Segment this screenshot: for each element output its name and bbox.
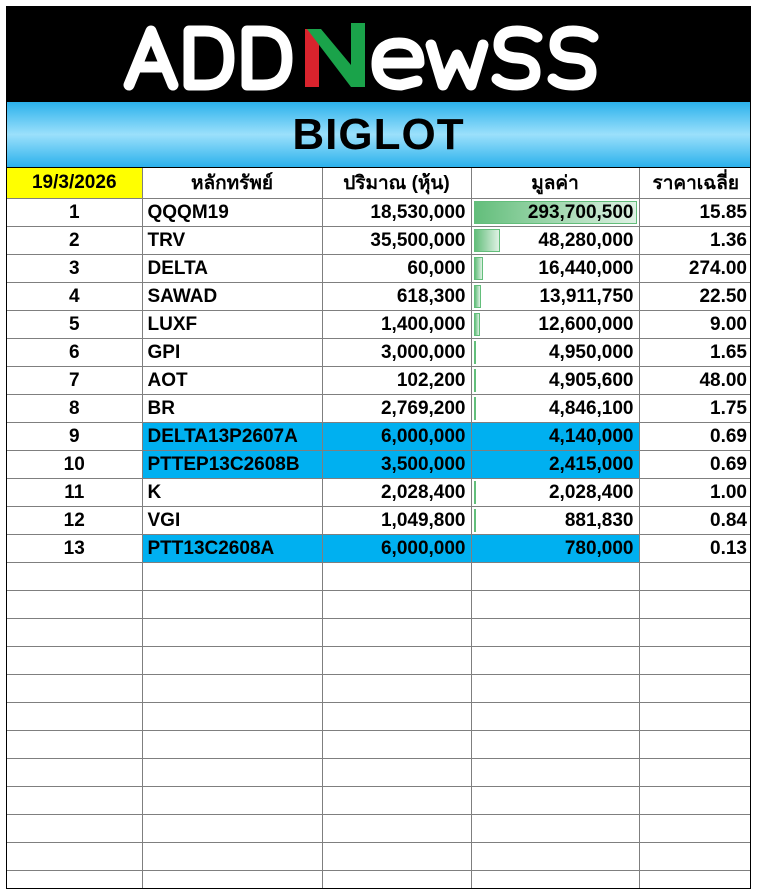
value-data-bar	[474, 369, 477, 392]
empty-cell[interactable]	[322, 759, 471, 787]
row-number-cell: 9	[7, 423, 142, 451]
empty-cell[interactable]	[142, 619, 322, 647]
row-number-cell: 2	[7, 227, 142, 255]
table-row[interactable]	[7, 367, 751, 395]
value-cell	[471, 311, 639, 339]
header-row	[7, 168, 751, 199]
table-row[interactable]	[7, 451, 751, 479]
value-text: 2,028,400	[548, 481, 634, 503]
empty-cell[interactable]	[142, 787, 322, 815]
empty-cell[interactable]	[471, 675, 639, 703]
empty-cell[interactable]	[322, 871, 471, 890]
empty-cell[interactable]	[639, 563, 751, 591]
empty-cell[interactable]	[7, 759, 142, 787]
value-text: 4,140,000	[548, 425, 634, 447]
addnewss-logo	[119, 15, 639, 95]
row-number-cell: 12	[7, 507, 142, 535]
spreadsheet	[6, 6, 751, 889]
symbol-cell: PTT13C2608A	[142, 535, 322, 563]
empty-cell[interactable]	[471, 815, 639, 843]
empty-cell[interactable]	[471, 591, 639, 619]
table-row[interactable]	[7, 283, 751, 311]
empty-cell[interactable]	[142, 591, 322, 619]
symbol-cell: AOT	[142, 367, 322, 395]
symbol-cell: GPI	[142, 339, 322, 367]
avg-price-cell: 9.00	[639, 311, 751, 339]
empty-cell[interactable]	[7, 787, 142, 815]
empty-cell[interactable]	[142, 675, 322, 703]
symbol-cell: QQQM19	[142, 199, 322, 227]
empty-row	[7, 703, 751, 731]
empty-cell[interactable]	[142, 563, 322, 591]
page-title: BIGLOT	[292, 109, 465, 159]
row-number-cell: 8	[7, 395, 142, 423]
symbol-cell: VGI	[142, 507, 322, 535]
avg-price-cell: 1.75	[639, 395, 751, 423]
table-row[interactable]	[7, 311, 751, 339]
empty-cell[interactable]	[7, 619, 142, 647]
empty-cell[interactable]	[322, 563, 471, 591]
value-data-bar	[474, 257, 483, 280]
avg-price-cell: 1.00	[639, 479, 751, 507]
avg-price-cell: 48.00	[639, 367, 751, 395]
value-data-bar	[474, 285, 482, 308]
symbol-cell: TRV	[142, 227, 322, 255]
empty-row	[7, 759, 751, 787]
empty-cell[interactable]	[471, 619, 639, 647]
table-row[interactable]	[7, 479, 751, 507]
empty-cell[interactable]	[7, 563, 142, 591]
empty-cell[interactable]	[471, 647, 639, 675]
value-header: มูลค่า	[471, 168, 639, 199]
value-cell	[471, 199, 639, 227]
empty-cell[interactable]	[639, 647, 751, 675]
empty-cell[interactable]	[142, 703, 322, 731]
brand-banner	[7, 7, 750, 102]
value-cell	[471, 339, 639, 367]
empty-cell[interactable]	[639, 759, 751, 787]
empty-cell[interactable]	[7, 647, 142, 675]
table-row[interactable]	[7, 395, 751, 423]
volume-cell: 6,000,000	[322, 423, 471, 451]
empty-row	[7, 871, 751, 890]
avg-price-cell: 1.65	[639, 339, 751, 367]
avg-price-cell: 22.50	[639, 283, 751, 311]
symbol-cell: PTTEP13C2608B	[142, 451, 322, 479]
empty-cell[interactable]	[471, 787, 639, 815]
volume-cell: 35,500,000	[322, 227, 471, 255]
empty-row	[7, 563, 751, 591]
symbol-cell: SAWAD	[142, 283, 322, 311]
empty-cell[interactable]	[7, 871, 142, 890]
empty-cell[interactable]	[639, 843, 751, 871]
empty-cell[interactable]	[142, 647, 322, 675]
row-number-cell: 7	[7, 367, 142, 395]
row-number-cell: 11	[7, 479, 142, 507]
volume-cell: 1,400,000	[322, 311, 471, 339]
table-body	[7, 199, 751, 890]
empty-cell[interactable]	[142, 759, 322, 787]
empty-cell[interactable]	[322, 647, 471, 675]
volume-header: ปริมาณ (หุ้น)	[322, 168, 471, 199]
empty-cell[interactable]	[639, 703, 751, 731]
biglot-table	[7, 168, 751, 889]
empty-cell[interactable]	[322, 843, 471, 871]
empty-cell[interactable]	[471, 843, 639, 871]
empty-cell[interactable]	[639, 675, 751, 703]
symbol-header: หลักทรัพย์	[142, 168, 322, 199]
empty-cell[interactable]	[322, 675, 471, 703]
empty-cell[interactable]	[7, 675, 142, 703]
volume-cell: 618,300	[322, 283, 471, 311]
empty-cell[interactable]	[322, 731, 471, 759]
symbol-cell: K	[142, 479, 322, 507]
table-row[interactable]	[7, 507, 751, 535]
empty-row	[7, 619, 751, 647]
row-number-cell: 3	[7, 255, 142, 283]
volume-cell: 1,049,800	[322, 507, 471, 535]
avg-price-cell: 0.84	[639, 507, 751, 535]
value-cell	[471, 227, 639, 255]
volume-cell: 18,530,000	[322, 199, 471, 227]
empty-cell[interactable]	[7, 815, 142, 843]
empty-cell[interactable]	[639, 731, 751, 759]
empty-cell[interactable]	[471, 703, 639, 731]
value-cell	[471, 451, 639, 479]
value-cell	[471, 395, 639, 423]
avg-price-cell: 0.69	[639, 423, 751, 451]
value-text: 13,911,750	[539, 285, 634, 307]
value-data-bar	[474, 509, 476, 532]
value-text: 4,950,000	[548, 341, 634, 363]
empty-cell[interactable]	[7, 731, 142, 759]
volume-cell: 60,000	[322, 255, 471, 283]
value-text: 881,830	[564, 509, 634, 531]
value-data-bar	[474, 397, 477, 420]
empty-row	[7, 815, 751, 843]
empty-cell[interactable]	[639, 871, 751, 890]
symbol-cell: LUXF	[142, 311, 322, 339]
empty-row	[7, 591, 751, 619]
row-number-cell: 5	[7, 311, 142, 339]
empty-cell[interactable]	[639, 787, 751, 815]
value-text: 4,905,600	[548, 369, 634, 391]
table-row[interactable]	[7, 339, 751, 367]
volume-cell: 3,500,000	[322, 451, 471, 479]
symbol-cell: BR	[142, 395, 322, 423]
empty-cell[interactable]	[639, 619, 751, 647]
value-data-bar	[474, 481, 476, 504]
empty-cell[interactable]	[142, 731, 322, 759]
value-text: 2,415,000	[548, 453, 634, 475]
table-row[interactable]	[7, 199, 751, 227]
empty-cell[interactable]	[639, 591, 751, 619]
row-number-cell: 1	[7, 199, 142, 227]
empty-row	[7, 843, 751, 871]
value-data-bar	[474, 313, 481, 336]
value-cell	[471, 367, 639, 395]
empty-cell[interactable]	[322, 703, 471, 731]
value-cell	[471, 535, 639, 563]
empty-row	[7, 675, 751, 703]
value-text: 12,600,000	[538, 313, 634, 335]
empty-cell[interactable]	[471, 731, 639, 759]
empty-cell[interactable]	[322, 619, 471, 647]
empty-cell[interactable]	[471, 759, 639, 787]
table-row[interactable]	[7, 535, 751, 563]
value-text: 780,000	[564, 537, 634, 559]
empty-cell[interactable]	[7, 703, 142, 731]
empty-cell[interactable]	[7, 591, 142, 619]
avg-price-cell: 1.36	[639, 227, 751, 255]
empty-cell[interactable]	[322, 787, 471, 815]
volume-cell: 3,000,000	[322, 339, 471, 367]
value-cell	[471, 507, 639, 535]
avg-price-header: ราคาเฉลี่ย	[639, 168, 751, 199]
row-number-cell: 13	[7, 535, 142, 563]
volume-cell: 2,769,200	[322, 395, 471, 423]
value-cell	[471, 423, 639, 451]
empty-cell[interactable]	[639, 815, 751, 843]
date-header: 19/3/2026	[7, 168, 142, 199]
symbol-cell: DELTA13P2607A	[142, 423, 322, 451]
empty-row	[7, 647, 751, 675]
avg-price-cell: 274.00	[639, 255, 751, 283]
value-data-bar	[474, 229, 501, 252]
empty-row	[7, 787, 751, 815]
volume-cell: 2,028,400	[322, 479, 471, 507]
empty-cell[interactable]	[142, 843, 322, 871]
avg-price-cell: 15.85	[639, 199, 751, 227]
value-data-bar	[474, 341, 477, 364]
value-text: 48,280,000	[538, 229, 634, 251]
value-cell	[471, 479, 639, 507]
volume-cell: 6,000,000	[322, 535, 471, 563]
empty-row	[7, 731, 751, 759]
empty-cell[interactable]	[471, 871, 639, 890]
avg-price-cell: 0.69	[639, 451, 751, 479]
value-text: 16,440,000	[538, 257, 634, 279]
row-number-cell: 6	[7, 339, 142, 367]
table-row[interactable]	[7, 255, 751, 283]
value-cell	[471, 255, 639, 283]
table-row[interactable]	[7, 423, 751, 451]
empty-cell[interactable]	[142, 815, 322, 843]
symbol-cell: DELTA	[142, 255, 322, 283]
value-text: 293,700,500	[527, 201, 634, 223]
value-text: 4,846,100	[548, 397, 634, 419]
empty-cell[interactable]	[471, 563, 639, 591]
table-row[interactable]	[7, 227, 751, 255]
avg-price-cell: 0.13	[639, 535, 751, 563]
empty-cell[interactable]	[142, 871, 322, 890]
row-number-cell: 4	[7, 283, 142, 311]
empty-cell[interactable]	[7, 843, 142, 871]
empty-cell[interactable]	[322, 815, 471, 843]
empty-cell[interactable]	[322, 591, 471, 619]
value-cell	[471, 283, 639, 311]
title-band	[7, 102, 750, 168]
row-number-cell: 10	[7, 451, 142, 479]
volume-cell: 102,200	[322, 367, 471, 395]
